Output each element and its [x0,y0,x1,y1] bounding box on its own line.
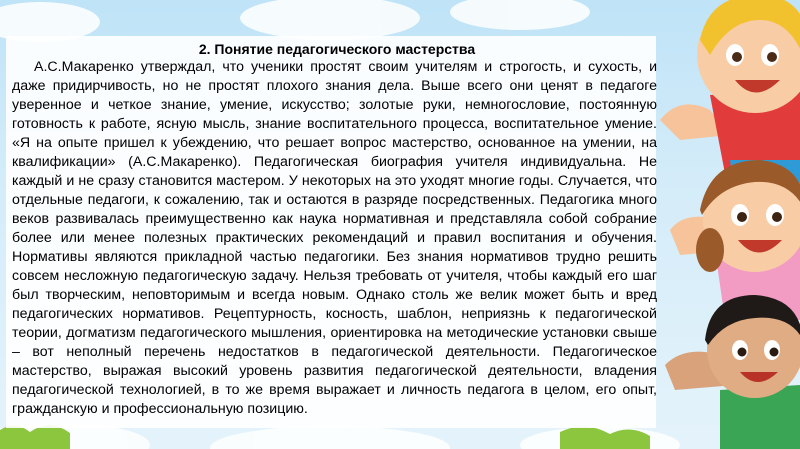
kid-girl [670,160,800,320]
children-illustration [640,0,800,449]
cloud-top-center [240,0,420,40]
cloud-bottom-center [210,426,450,449]
kid-dark-hair-boy [665,295,800,449]
body-paragraph: А.С.Макаренко утверждал, что ученики простят своим учителям и строгость, и сухость, и даже придирчивость, но не простят плохого знания дела. Выше всего они ценят в педагоге уверенное и четкое знание, умение, искусство; золотые руки, немногословие, постоянную готовность к работе, ясную мысль, знание воспитательного процесса, воспитательное умение. «Я на опыте пришел к убеждению, что решает вопрос мастерство, основанное на умении, на квалификации» (А.С.Макаренко). Педагогическая биография учителя индивидуальна. Не каждый и не сразу становится мастером. У некоторых на это уходят многие годы. Случается, что отдельные педагоги, к сожалению, так и остаются в разряде посредственных. Педагогика много веков развивалась преимущественно как наука нормативная и представляла собой собрание более или менее полезных практических рекомендаций и правил воспитания и обучения. Нормативы являются прикладной частью педагогики. Без знания нормативов трудно решить совсем несложную педагогическую задачу. Нельзя требовать от учителя, чтобы каждый его шаг был творческим, неповторимым и всегда новым. Однако столь же велик может быть и вред педагогических нормативов. Рецептурность, косность, шаблон, неприязнь к педагогической теории, догматизм педагогического мышления, ориентировка на методические установки свыше – вот неполный перечень недостатков в педагогической деятельности. Педагогическое мастерство, выражая высокий уровень развития педагогической деятельности, владения педагогической технологией, в то же время выражает и личность педагога в целом, его опыт, гражданскую и профессиональную позицию. [12,59,657,417]
cloud-top-right [450,0,590,30]
slide-title: 2. Понятие педагогического мастерства [198,41,476,57]
